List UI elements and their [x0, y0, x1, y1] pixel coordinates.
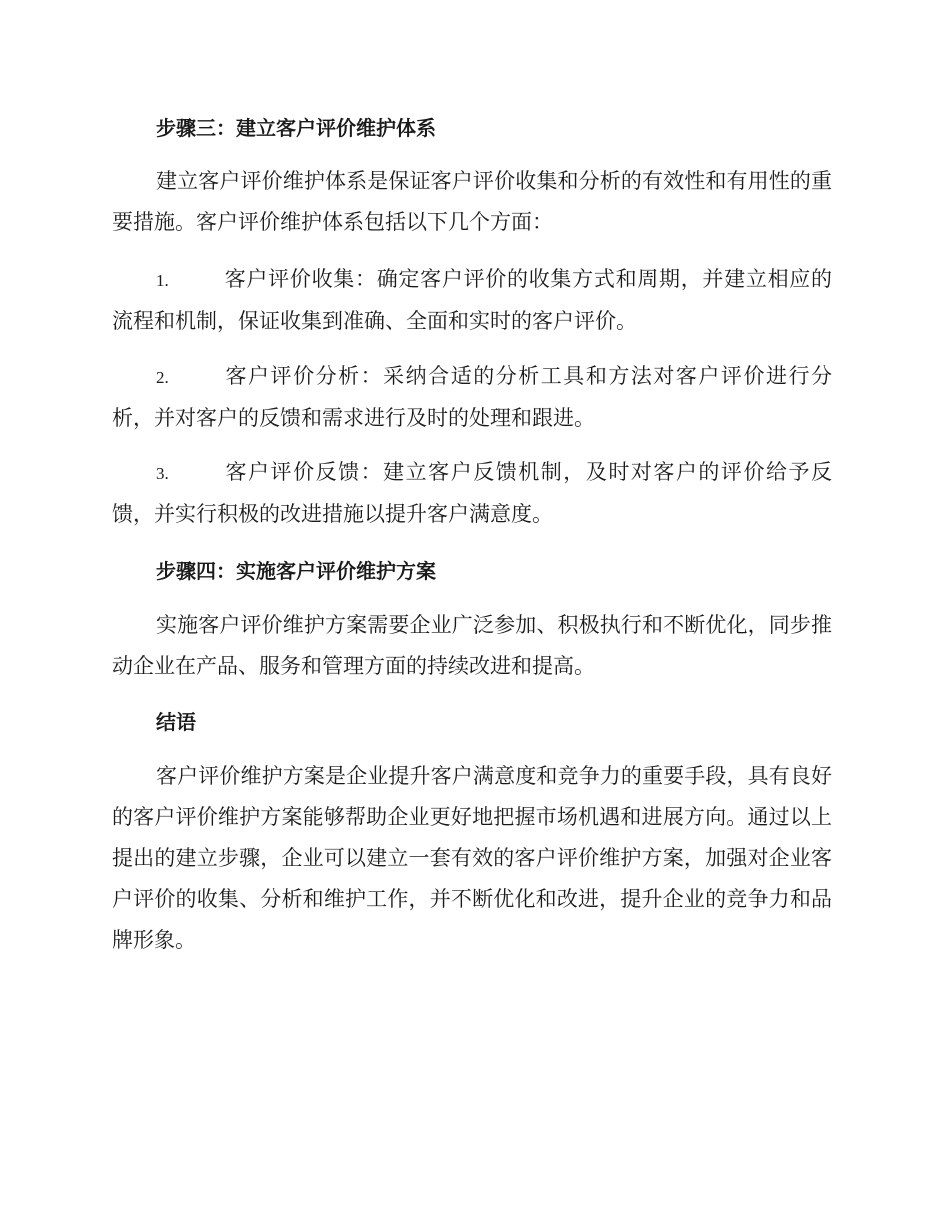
step3-intro-paragraph: 建立客户评价维护体系是保证客户评价收集和分析的有效性和有用性的重要措施。客户评价维护体系包括以下几个方面： — [112, 169, 832, 234]
list-item-number: 3. — [156, 464, 169, 483]
conclusion-paragraph: 客户评价维护方案是企业提升客户满意度和竞争力的重要手段，具有良好的客户评价维护方案能够帮助企业更好地把握市场机遇和进展方向。通过以上提出的建立步骤，企业可以建立一套有效的客户评价维护方案，加强对企业客户评价的收集、分析和维护工作，并不断优化和改进，提升企业的竞争力和品牌形象。 — [112, 764, 832, 952]
list-item-text: 客户评价分析：采纳合适的分析工具和方法对客户评价进行分析，并对客户的反馈和需求进行及时的处理和跟进。 — [112, 364, 832, 430]
list-item-number: 2. — [156, 368, 169, 387]
step4-paragraph: 实施客户评价维护方案需要企业广泛参加、积极执行和不断优化，同步推动企业在产品、服务和管理方面的持续改进和提高。 — [112, 613, 832, 678]
list-item — [112, 452, 832, 535]
step3-heading: 步骤三：建立客户评价维护体系 — [156, 116, 436, 140]
list-item-text: 客户评价反馈：建立客户反馈机制，及时对客户的评价给予反馈，并实行积极的改进措施以提升客户满意度。 — [112, 460, 832, 526]
list-item-number: 1. — [156, 271, 169, 290]
list-item-text: 客户评价收集：确定客户评价的收集方式和周期，并建立相应的流程和机制，保证收集到准确、全面和实时的客户评价。 — [112, 267, 832, 333]
list-item — [112, 356, 832, 439]
conclusion-heading: 结语 — [156, 710, 196, 734]
step4-heading: 步骤四：实施客户评价维护方案 — [156, 559, 436, 583]
list-item — [112, 259, 832, 342]
